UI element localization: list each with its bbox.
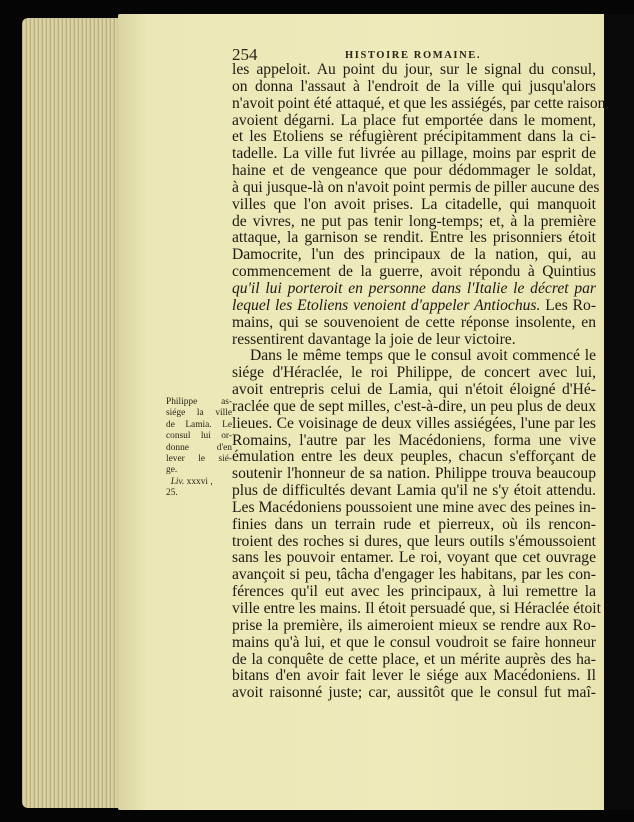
line-text: raclée que de sept milles, c'est-à-dire, un peu plus de deux [232, 397, 596, 415]
text-line [232, 517, 596, 534]
line-text: Dans le même temps que le consul avoit commencé le [250, 347, 596, 365]
line-text: mains qu'à lui, et que le consul voudroit se faire honneur [232, 633, 596, 651]
line-text: villes que l'on avoit prises. La citadelle, qui manquoit [232, 195, 596, 213]
margin-reference-line2: 25. [166, 488, 178, 499]
text-line [232, 332, 596, 349]
line-text: férences qu'il eut avec les principaux, à lui remettre la [232, 583, 596, 601]
line-text: ressentirent davantage la joie de leur victoire. [232, 330, 516, 348]
text-line [232, 685, 596, 702]
text-line [232, 382, 596, 399]
running-title: HISTOIRE ROMAINE. [345, 50, 482, 61]
text-line [232, 618, 596, 635]
line-text: plus de difficultés devant Lamia qu'il ne s'y étoit attendu. [232, 482, 596, 500]
text-line [232, 163, 596, 180]
margin-note-line: lever le sié- [166, 454, 232, 465]
text-line [232, 113, 596, 130]
line-text: ville entre les mains. Il étoit persuadé que, si Héraclée étoit [232, 600, 601, 617]
margin-note-line: consul lui or- [166, 431, 232, 442]
text-line [232, 214, 596, 231]
text-line [232, 399, 596, 416]
margin-reference [166, 477, 232, 488]
line-text: Les Macédoniens poussoient une mine avec des peines in- [232, 498, 596, 516]
margin-note-line: de Lamia. Le [166, 419, 232, 430]
text-line [232, 668, 596, 685]
line-text: sans les pouvoir entamer. Le roi, voyant que cet ouvrage [232, 549, 596, 567]
right-background [604, 14, 634, 810]
line-text: n'avoit point été attaqué, et que les assiégés, par cette raison, [232, 94, 610, 112]
text-line [232, 416, 596, 433]
text-line [232, 534, 596, 551]
text-line [232, 94, 610, 113]
reference-rest: xxxvi , [184, 476, 213, 487]
line-text: les appeloit. Au point du jour, sur le signal du consul, [232, 61, 596, 78]
line-text: attaque, la garnison se rendit. Entre les prisonniers étoit [232, 229, 596, 247]
text-line [232, 146, 596, 163]
margin-note-line: siége la ville [166, 408, 232, 419]
text-line [232, 433, 596, 450]
text-line [232, 129, 596, 146]
line-text: commencement de la guerre, avoit répondu à Quintius [232, 263, 596, 281]
text-line [232, 230, 596, 247]
line-text: Damocrite, l'un des principaux de la nation, qui, au [232, 246, 596, 264]
text-line [232, 449, 596, 466]
text-line [232, 298, 596, 315]
line-text: de vivres, ne put pas tenir long-temps; et, à la première [232, 212, 596, 230]
margin-note-line: donne d'en [166, 442, 232, 453]
margin-note-line: ge. [166, 465, 178, 476]
line-text: on donna l'assaut à l'endroit de la ville qui jusqu'alors [232, 77, 596, 95]
text-line [232, 652, 596, 669]
text-line [232, 281, 596, 298]
page-number: 254 [232, 45, 258, 64]
text-line [232, 315, 596, 332]
line-text: tadelle. La ville fut livrée au pillage, moins par esprit de [232, 145, 596, 163]
text-line [232, 264, 596, 281]
margin-note-line: Philippe as- [166, 397, 232, 407]
text-line [232, 348, 596, 365]
text-line [232, 500, 596, 517]
line-text: mains, qui se souvenoient de cette réponse insolente, en [232, 313, 596, 331]
text-line [232, 79, 596, 96]
text-line [232, 483, 596, 500]
line-text: avoient dégarni. La place fut emportée dans le moment, [232, 111, 596, 129]
italic-quote: qu'il lui porteroit en personne dans l'Italie le décret par [232, 279, 596, 297]
line-text: Les Ro- [540, 296, 597, 314]
line-text: de la conquête de cette place, et un mérite auprès des ha- [232, 650, 596, 668]
line-text: siége d'Héraclée, le roi Philippe, de concert avec lui, [232, 364, 596, 382]
line-text: avoit raisonné juste; car, aussitôt que le consul fut maî- [232, 684, 596, 702]
text-line [232, 584, 596, 601]
text-line [232, 600, 601, 618]
line-text: et les Etoliens se réfugièrent précipitamment dans la ci- [232, 128, 596, 146]
text-line [232, 567, 596, 584]
line-text: avoit entrepris celui de Lamia, qui n'étoit éloigné d'Hé- [232, 381, 596, 399]
line-text: avançoit si peu, tâcha d'engager les habitans, par les con- [232, 566, 596, 584]
line-text: finies dans un terrain rude et pierreux, où ils rencon- [232, 515, 596, 533]
text-line [232, 178, 600, 197]
body-text [232, 61, 610, 702]
text-line [232, 466, 596, 483]
text-line [232, 635, 596, 652]
line-text: soutenir l'honneur de sa nation. Philippe trouva beaucoup [232, 465, 596, 483]
reference-italic: Liv. [170, 476, 185, 487]
line-text: troient des roches si dures, que leurs outils s'émoussoient [232, 532, 596, 550]
text-line [232, 62, 596, 79]
line-text: haine et de vengeance que pour dédommager le soldat, [232, 162, 596, 180]
text-line [232, 365, 596, 382]
line-text: bitans d'en avoir fait lever le siége aux Macédoniens. Il [232, 667, 596, 685]
text-line [232, 550, 596, 567]
line-text: prise la première, ils aimeroient mieux se rendre aux Ro- [232, 616, 596, 634]
line-text: Romains, l'autre par les Macédoniens, forma une vive [232, 431, 596, 449]
line-text: émulation entre les deux peuples, chacun s'efforçant de [232, 448, 596, 466]
margin-note [166, 397, 232, 500]
text-line [232, 247, 596, 264]
italic-quote: lequel les Etoliens venoient d'appeler Antiochus. [232, 296, 541, 314]
text-line [232, 197, 596, 214]
line-text: à qui jusque-là on n'avoit point permis de piller aucune des [232, 178, 600, 196]
line-text: lieues. Ce voisinage de deux villes assiégées, l'une par les [232, 414, 596, 432]
